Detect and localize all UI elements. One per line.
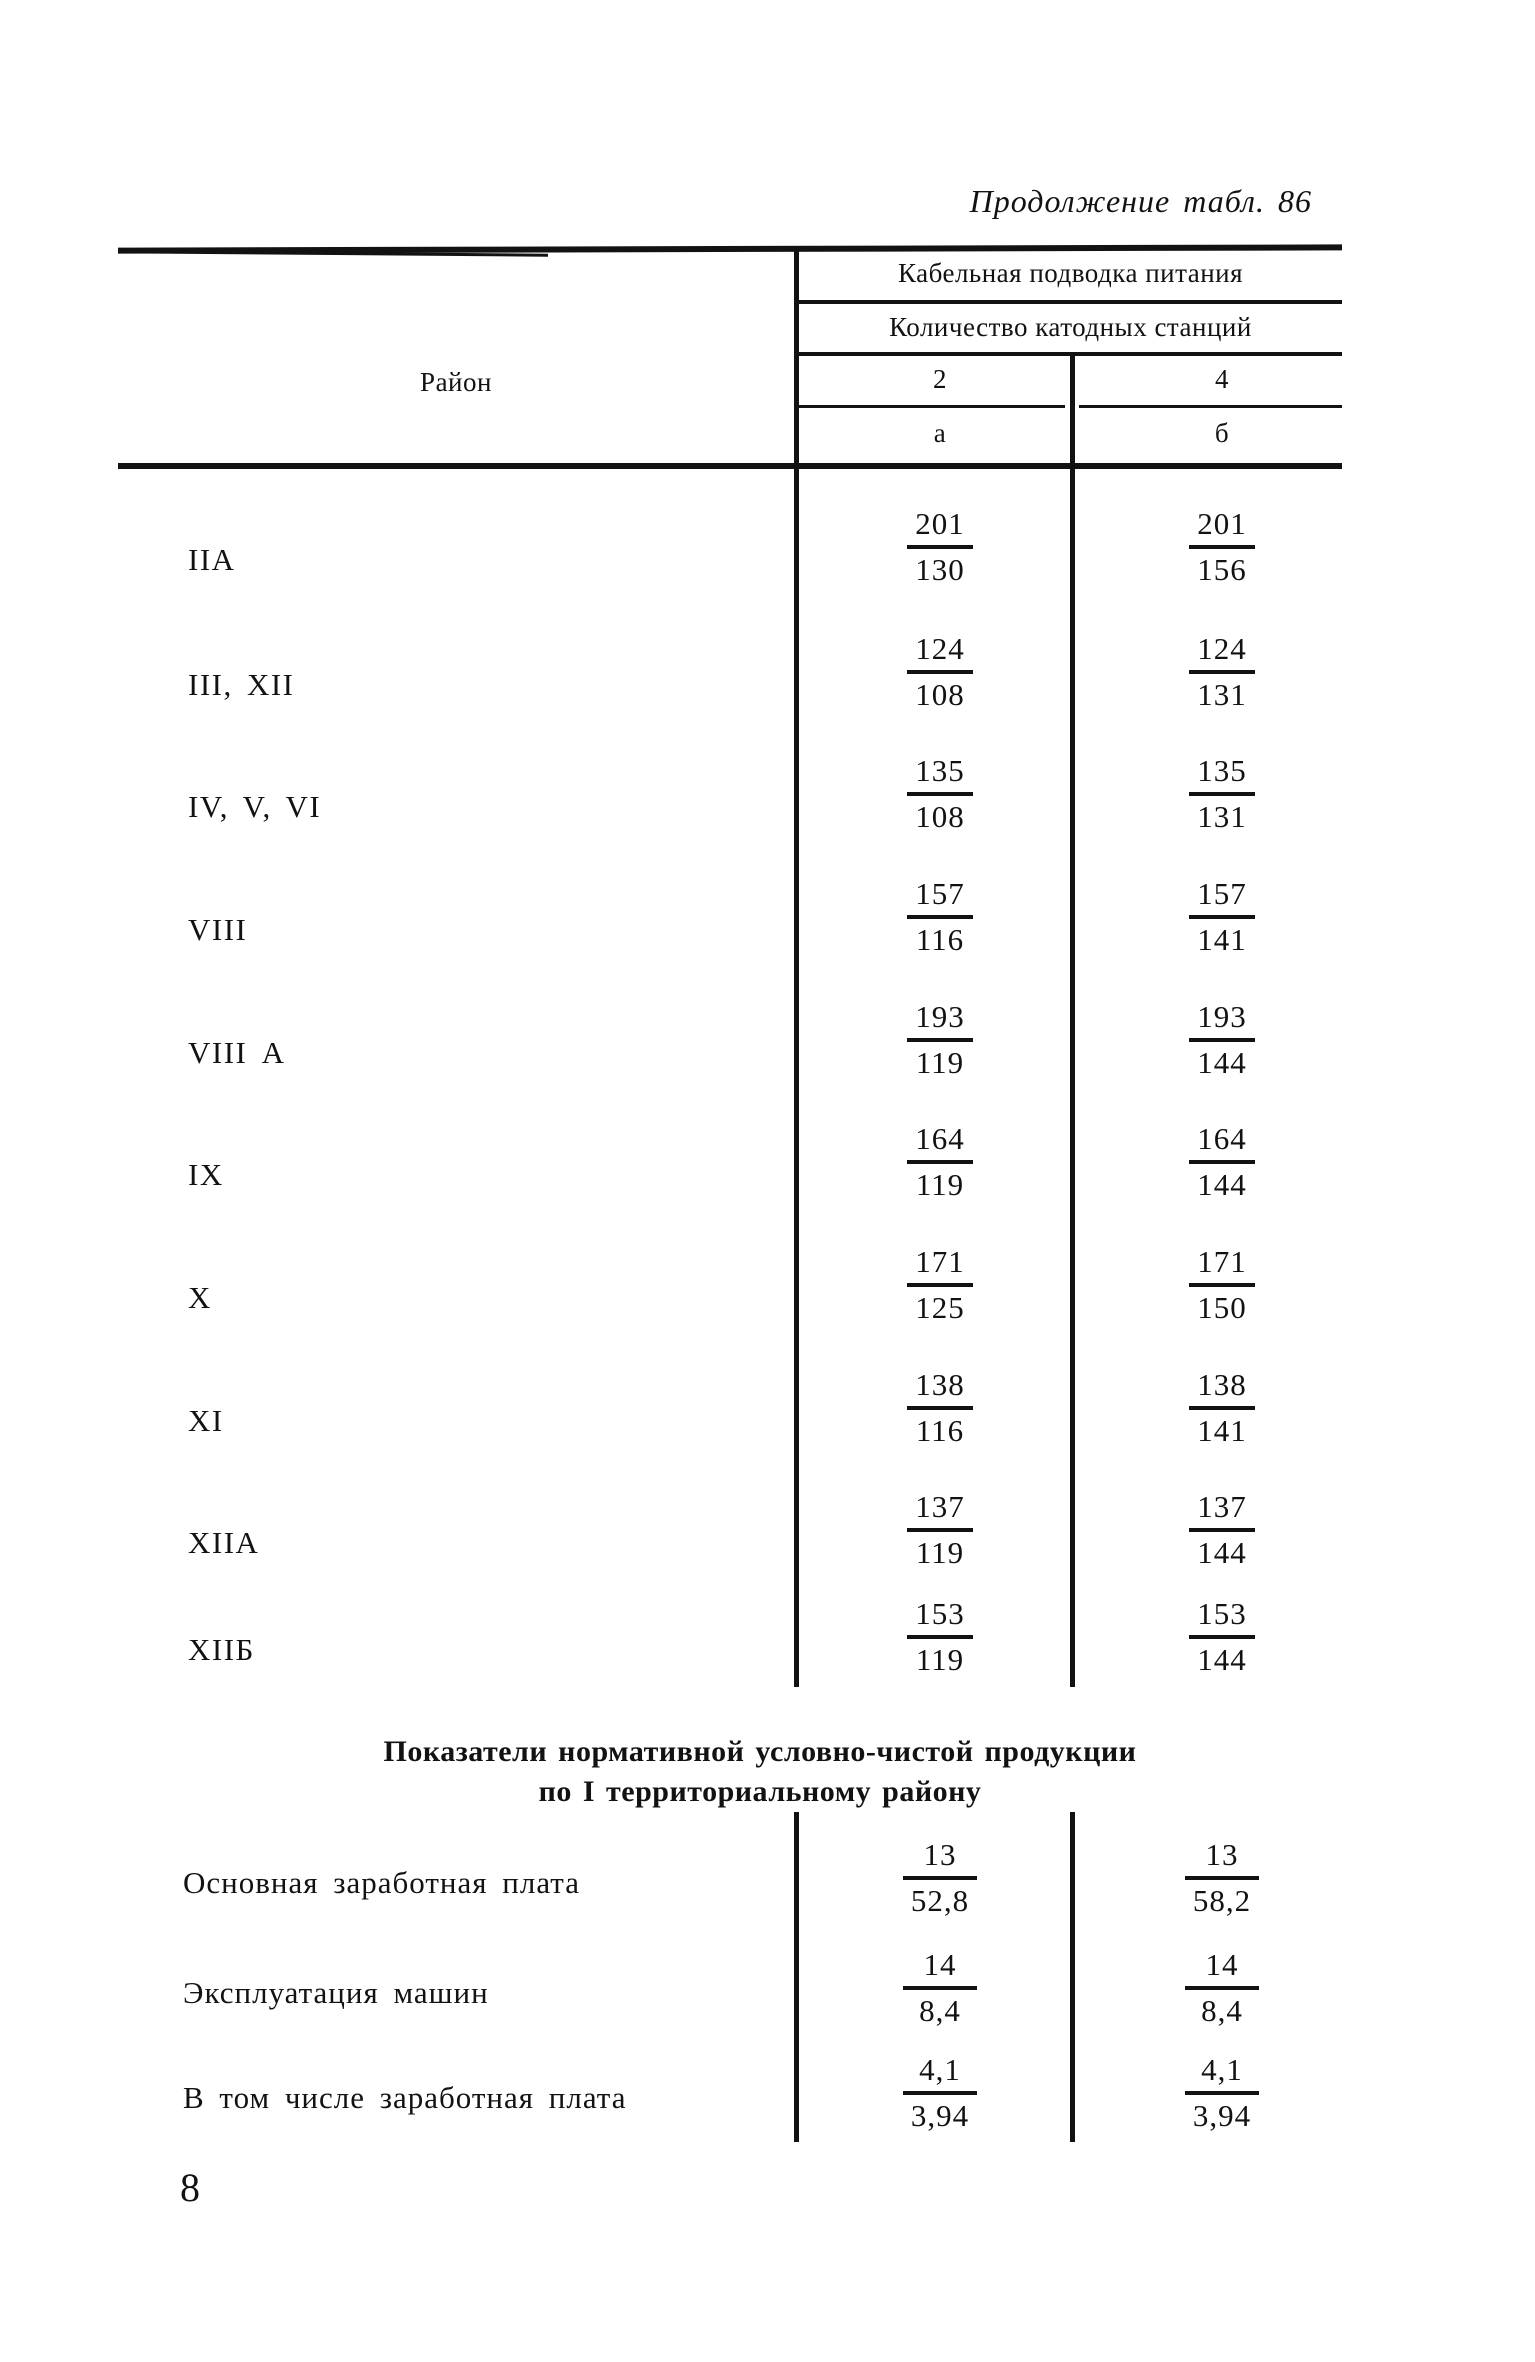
fraction-denominator: 131 xyxy=(1197,799,1247,834)
row-header-rayon: Район xyxy=(420,367,492,397)
fraction-denominator: 144 xyxy=(1197,1167,1247,1202)
fraction-denominator: 116 xyxy=(915,1413,965,1448)
fraction-denominator: 144 xyxy=(1197,1045,1247,1080)
fraction-denominator: 108 xyxy=(915,799,965,834)
fraction-col-a xyxy=(870,996,1010,1084)
fraction-denominator: 125 xyxy=(915,1290,965,1325)
section-title-line1: Показатели нормативной условно-чистой продукции xyxy=(383,1735,1137,1768)
district-label: VIII А xyxy=(188,1035,286,1070)
section-title xyxy=(235,1732,1285,1812)
district-label: IIА xyxy=(188,542,236,577)
col-header-4: 4 xyxy=(1215,364,1229,394)
fraction-col-a xyxy=(870,1944,1010,2032)
fraction-numerator: 14 xyxy=(1205,1947,1239,1982)
district-label: IV, V, VI xyxy=(188,789,322,824)
indicator-label: В том числе заработная плата xyxy=(183,2080,627,2115)
col-header-2: 2 xyxy=(933,364,947,394)
fraction-denominator: 3,94 xyxy=(1192,2098,1252,2133)
fraction-denominator: 144 xyxy=(1197,1535,1247,1570)
fraction-denominator: 52,8 xyxy=(910,1883,970,1918)
district-label: X xyxy=(188,1280,212,1315)
fraction-numerator: 138 xyxy=(1197,1367,1247,1402)
fraction-col-b xyxy=(1152,1241,1292,1329)
table-continuation-title: Продолжение табл. 86 xyxy=(969,183,1312,219)
fraction-col-b xyxy=(1152,628,1292,716)
indicator-label: Эксплуатация машин xyxy=(183,1975,489,2010)
fraction-col-a xyxy=(870,1364,1010,1452)
fraction-denominator: 108 xyxy=(915,677,965,712)
fraction-col-b xyxy=(1152,1118,1292,1206)
fraction-numerator: 193 xyxy=(915,999,965,1034)
fraction-col-a xyxy=(870,1834,1010,1922)
fraction-col-a xyxy=(870,1241,1010,1329)
column-divider-main xyxy=(794,246,799,1687)
fraction-numerator: 171 xyxy=(915,1244,965,1279)
fraction-numerator: 137 xyxy=(915,1489,965,1524)
district-label: IX xyxy=(188,1157,224,1192)
fraction-numerator: 201 xyxy=(915,506,965,541)
section-title-line2: по I территориальному району xyxy=(538,1775,982,1808)
col-subgroup-header: Количество катодных станций xyxy=(889,312,1252,342)
fraction-col-a xyxy=(870,2049,1010,2137)
fraction-col-a xyxy=(870,873,1010,961)
fraction-col-a xyxy=(870,750,1010,838)
col-subheader-a: а xyxy=(933,418,947,448)
fraction-numerator: 135 xyxy=(915,753,965,788)
fraction-col-a xyxy=(870,1593,1010,1681)
district-label: III, XII xyxy=(188,667,295,702)
fraction-numerator: 193 xyxy=(1197,999,1247,1034)
section-column-divider-main xyxy=(794,1812,799,2142)
fraction-col-b xyxy=(1152,2049,1292,2137)
fraction-numerator: 124 xyxy=(1197,631,1247,666)
fraction-col-b xyxy=(1152,1364,1292,1452)
fraction-denominator: 144 xyxy=(1197,1642,1247,1677)
fraction-numerator: 13 xyxy=(923,1837,957,1872)
page-number: 8 xyxy=(180,2165,200,2210)
fraction-col-b xyxy=(1152,1593,1292,1681)
fraction-numerator: 4,1 xyxy=(1201,2052,1243,2087)
fraction-numerator: 137 xyxy=(1197,1489,1247,1524)
fraction-numerator: 201 xyxy=(1197,506,1247,541)
fraction-denominator: 119 xyxy=(915,1167,965,1202)
fraction-denominator: 116 xyxy=(915,922,965,957)
fraction-denominator: 8,4 xyxy=(919,1993,961,2028)
col-subheader-b: б xyxy=(1214,418,1230,448)
col-group-header: Кабельная подводка питания xyxy=(897,258,1244,288)
fraction-numerator: 14 xyxy=(923,1947,957,1982)
fraction-denominator: 150 xyxy=(1197,1290,1247,1325)
district-label: XIIА xyxy=(188,1525,260,1560)
section-column-divider-2-4 xyxy=(1070,1812,1075,2142)
district-label: XIIБ xyxy=(188,1632,255,1667)
fraction-denominator: 141 xyxy=(1197,922,1247,957)
column-divider-2-4 xyxy=(1070,352,1075,1687)
fraction-col-b xyxy=(1152,503,1292,591)
fraction-denominator: 156 xyxy=(1197,552,1247,587)
indicator-label: Основная заработная плата xyxy=(183,1865,580,1900)
rule-under-col-4 xyxy=(1079,405,1342,408)
fraction-col-b xyxy=(1152,750,1292,838)
fraction-col-b xyxy=(1152,1834,1292,1922)
district-label: VIII xyxy=(188,912,248,947)
fraction-col-a xyxy=(870,1486,1010,1574)
fraction-numerator: 153 xyxy=(1197,1596,1247,1631)
fraction-numerator: 164 xyxy=(1197,1121,1247,1156)
fraction-denominator: 119 xyxy=(915,1642,965,1677)
district-label: XI xyxy=(188,1403,224,1438)
fraction-col-b xyxy=(1152,873,1292,961)
fraction-denominator: 8,4 xyxy=(1201,1993,1243,2028)
fraction-denominator: 58,2 xyxy=(1192,1883,1252,1918)
fraction-numerator: 124 xyxy=(915,631,965,666)
fraction-denominator: 131 xyxy=(1197,677,1247,712)
fraction-col-a xyxy=(870,1118,1010,1206)
fraction-denominator: 119 xyxy=(915,1045,965,1080)
fraction-col-b xyxy=(1152,996,1292,1084)
rule-under-group-header xyxy=(799,300,1342,304)
fraction-col-b xyxy=(1152,1486,1292,1574)
fraction-numerator: 153 xyxy=(915,1596,965,1631)
fraction-numerator: 171 xyxy=(1197,1244,1247,1279)
fraction-col-a xyxy=(870,628,1010,716)
fraction-numerator: 135 xyxy=(1197,753,1247,788)
fraction-denominator: 141 xyxy=(1197,1413,1247,1448)
fraction-numerator: 157 xyxy=(1197,876,1247,911)
fraction-denominator: 3,94 xyxy=(910,2098,970,2133)
fraction-numerator: 13 xyxy=(1205,1837,1239,1872)
fraction-numerator: 164 xyxy=(915,1121,965,1156)
fraction-numerator: 157 xyxy=(915,876,965,911)
fraction-denominator: 119 xyxy=(915,1535,965,1570)
fraction-numerator: 4,1 xyxy=(919,2052,961,2087)
fraction-col-a xyxy=(870,503,1010,591)
table-header-bottom-rule xyxy=(118,463,1342,469)
fraction-numerator: 138 xyxy=(915,1367,965,1402)
fraction-col-b xyxy=(1152,1944,1292,2032)
rule-under-col-2 xyxy=(799,405,1065,408)
fraction-denominator: 130 xyxy=(915,552,965,587)
